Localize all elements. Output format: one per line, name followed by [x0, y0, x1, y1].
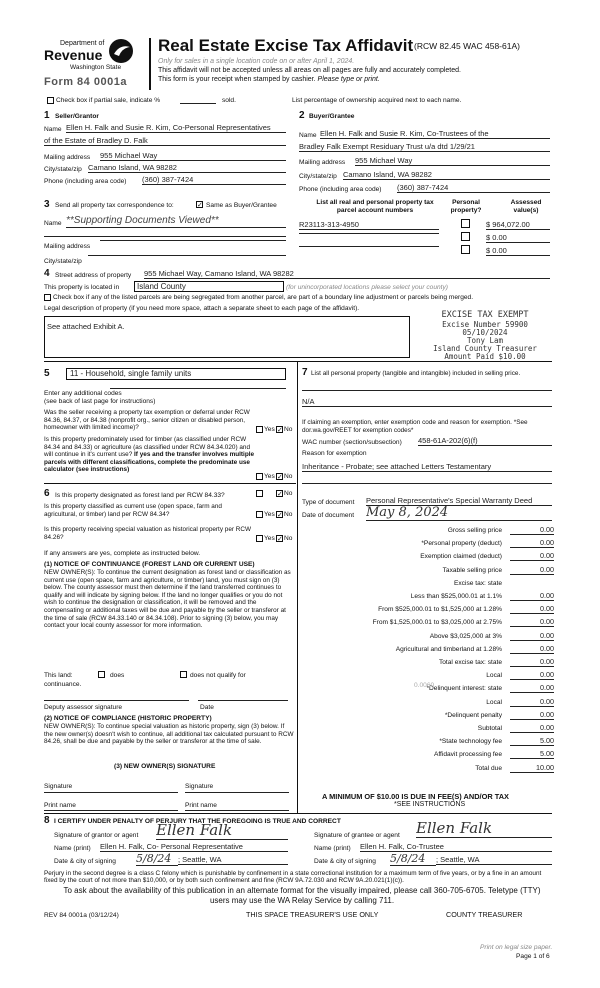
tax-row-value[interactable]: 0.00 [510, 538, 554, 548]
partial-label-a: Check box if partial sale, indicate % [56, 97, 161, 104]
historic-question: Is this property receiving special valuation as historical property per RCW 84.26? [44, 526, 252, 541]
deputy-sig-label: Deputy assessor signature [44, 704, 123, 711]
tax-row [302, 564, 554, 577]
grantor-city[interactable]: ; Seattle, WA [178, 855, 288, 865]
rcw-ref: (RCW 82.45 WAC 458-61A) [414, 41, 520, 51]
q3-no-checkbox[interactable] [276, 490, 283, 497]
buyer-name-1[interactable]: Ellen H. Falk and Susie R. Kim, Co-Trustees of the [320, 129, 550, 139]
buyer-phone-label: Phone (including area code) [299, 186, 382, 193]
minimum-notice: A MINIMUM OF $10.00 IS DUE IN FEE(S) AND/OR TAX [322, 792, 509, 801]
legal-paper-note: Print on legal size paper. [480, 944, 553, 951]
tax-row-value[interactable]: 0.00 [510, 723, 554, 733]
q5-no-checkbox[interactable] [276, 535, 283, 542]
stamp-line-3: 05/10/2024 [462, 328, 508, 337]
corr-name-label: Name [44, 220, 62, 227]
owner-sig-label-1: Signature [44, 783, 73, 790]
tax-row-value[interactable]: 0.00 [510, 604, 554, 614]
header-note-1: This affidavit will not be accepted unless all areas on all pages are fully and accurately completed. [158, 67, 461, 74]
q1-no-label: No [284, 426, 293, 433]
notice-compliance-heading: (2) NOTICE OF COMPLIANCE (HISTORIC PROPERTY) [44, 715, 212, 722]
tax-row-value[interactable]: 0.00 [510, 657, 554, 667]
alt-format-notice: To ask about the availability of this publication in an alternate format for the visually impaired, please call 360-705-6705. Teletype (TTY) users may use the WA Relay Service by calling 711. [63, 886, 541, 905]
tax-row [302, 748, 554, 761]
buyer-city[interactable]: Camano Island, WA 98282 [343, 170, 550, 180]
tax-row-value[interactable]: 0.00 [510, 617, 554, 627]
notice-continuance-heading: (1) NOTICE OF CONTINUANCE (FOREST LAND OR CURRENT USE) [44, 561, 255, 568]
revenue-wordmark: Revenue [44, 47, 103, 63]
q2-yes-checkbox[interactable] [256, 473, 263, 480]
reason-label: Reason for exemption [302, 450, 367, 457]
section-5-number: 5 [44, 368, 50, 379]
stamp-line-2: Excise Number 59900 [442, 320, 528, 329]
column-divider [297, 361, 298, 813]
buyer-mail-label: Mailing address [299, 159, 346, 166]
buyer-name-label: Name [299, 132, 317, 139]
corr-label-a: Send all property tax correspondence to: [55, 202, 174, 209]
does-qualify-checkbox[interactable] [98, 671, 105, 678]
personal-property-line-1 [302, 390, 552, 391]
q4-yes-label: Yes [264, 511, 275, 518]
notice-compliance-text: NEW OWNER(S): To continue special valuation as historic property, sign (3) below. If the new owner(s) doesn't wish to continue, all additional tax calculated pursuant to RCW 84.26, shall be due and payable by the seller or transferor at the time of sale. [44, 723, 294, 746]
grantee-date[interactable]: 5/8/24 [390, 852, 436, 866]
corr-city-label: City/state/zip [44, 258, 82, 265]
grantor-name-label: Name (print) [54, 845, 91, 852]
same-as-buyer-checkbox[interactable] [196, 201, 203, 208]
corr-mail-label: Mailing address [44, 243, 91, 250]
partial-label-b: sold. [222, 97, 236, 104]
legal-description-box[interactable] [44, 316, 410, 358]
tax-row [302, 590, 554, 603]
segregated-checkbox[interactable] [44, 294, 51, 301]
tax-row-value[interactable]: 0.00 [510, 710, 554, 720]
q4-yes-checkbox[interactable] [256, 511, 263, 518]
section-3-number: 3 [44, 199, 50, 210]
section-1-number: 1 [44, 110, 50, 121]
doc-date-label: Date of document [302, 512, 355, 519]
buyer-heading: Buyer/Grantee [309, 113, 355, 120]
corr-name[interactable]: **Supporting Documents Viewed** [66, 215, 286, 228]
header-note-2b: Please type or print. [317, 76, 380, 83]
perjury-text: Perjury in the second degree is a class C felony which is punishable by confinement in a state correctional institution for a maximum term of five years, or by a fine in an amount fixed by the court of not more than $10,000, or by both such confinement and fine (RCW 9A.72.030 and RCW 9A.20.021(1)(c)). [44, 870, 542, 885]
tax-row-value[interactable]: 0.00 [510, 683, 554, 693]
q5-yes-label: Yes [264, 535, 275, 542]
tax-row [302, 735, 554, 748]
q5-yes-checkbox[interactable] [256, 535, 263, 542]
tax-row [302, 762, 554, 775]
personal-property-checkbox-2[interactable] [461, 232, 470, 241]
personal-col-header: Personal property? [450, 199, 482, 214]
tax-row-label: Subtotal [477, 725, 502, 732]
section-7-number: 7 [302, 367, 308, 378]
personal-property-label: List all personal property (tangible and intangible) included in selling price. [311, 370, 521, 377]
partial-percent-field[interactable] [180, 95, 216, 104]
section-8-number: 8 [44, 815, 50, 826]
grantor-date[interactable]: 5/8/24 [136, 852, 178, 866]
timber-question-a: Is this property predominately used for timber (as classified under RCW 84.34 and 84.33) or agriculture (as classified under RCW 84.34.020) and will continue in it's current use? [44, 436, 251, 459]
if-yes-note: If any answers are yes, complete as instructed below. [44, 550, 201, 557]
buyer-mail[interactable]: 955 Michael Way [355, 156, 550, 166]
seller-heading: Seller/Grantor [55, 113, 99, 120]
tax-row-label: Exemption claimed (deduct) [420, 553, 502, 561]
owner-sig-line-2[interactable] [185, 792, 289, 793]
q3-no-label: No [284, 490, 293, 497]
does-label: does [110, 672, 125, 679]
parcel-row-2[interactable] [299, 233, 439, 234]
corr-city[interactable] [88, 255, 286, 256]
section-8-rule [44, 813, 552, 814]
exemption-label: If claiming an exemption, enter exemption code and reason for exemption. *See dor.wa.gov/REET for exemption codes* [302, 419, 528, 434]
tax-row-label: Above $3,025,000 at 3% [429, 632, 502, 640]
form-number: Form 84 0001a [44, 76, 127, 88]
owner-sig-line-1[interactable] [44, 792, 178, 793]
tax-row-label: Affidavit processing fee [433, 751, 502, 759]
rev-number: REV 84 0001a (03/12/24) [44, 912, 119, 919]
tax-row-label: *Personal property (deduct) [421, 540, 502, 548]
tax-row [302, 722, 554, 735]
page-number: Page 1 of 6 [516, 953, 550, 960]
grantee-date-label: Date & city of signing [314, 858, 376, 865]
tax-row-value[interactable]: 10.00 [510, 763, 554, 773]
stamp-line-6: Amount Paid $10.00 [444, 352, 526, 361]
tax-row-label: *Delinquent penalty [444, 711, 502, 719]
owner-sig-label-2: Signature [185, 783, 214, 790]
tax-row-value[interactable]: 0.00 [510, 670, 554, 680]
tax-row [302, 709, 554, 722]
deputy-date-label: Date [200, 704, 214, 711]
deputy-sig-line[interactable] [44, 700, 189, 701]
does-not-label: does not qualify for [190, 672, 246, 679]
county-note: (for unincorporated locations please select your county) [286, 284, 449, 291]
grantor-date-label: Date & city of signing [54, 858, 116, 865]
tax-row-label: Less than $525,000.01 at 1.1% [410, 593, 502, 600]
owner-print-label-2: Print name [185, 802, 217, 809]
corr-label-b: Same as Buyer/Grantee [206, 202, 277, 209]
wac-number[interactable]: 458-61A-202(6)(f) [418, 436, 552, 446]
corr-mail[interactable] [100, 240, 286, 241]
tax-row [302, 603, 554, 616]
seller-mail-label: Mailing address [44, 154, 91, 161]
tax-row-value[interactable]: 0.00 [510, 697, 554, 707]
add-codes-field[interactable] [110, 388, 286, 389]
wa-logo-icon [108, 38, 134, 64]
q3-yes-checkbox[interactable] [256, 490, 263, 497]
street-label: Street address of property [55, 272, 132, 279]
seller-city-label: City/state/zip [44, 166, 82, 173]
tax-row-label: Taxable selling price [442, 566, 502, 574]
current-use-question: Is this property classified as current use (open space, farm and agricultural, or timber) land per RCW 84.34? [44, 503, 222, 518]
section-6-number: 6 [44, 488, 50, 499]
segregated-label: Check box if any of the listed parcels are being segregated from another parcel, are part of a boundary line adjustment or parcels being merged. [53, 294, 474, 301]
street-address[interactable]: 955 Michael Way, Camano Island, WA 98282 [144, 269, 550, 279]
q4-no-label: No [284, 511, 293, 518]
tax-row-label: From $1,525,000.01 to $3,025,000 at 2.75% [372, 619, 502, 627]
seller-name-2[interactable]: of the Estate of Bradley D. Falk [44, 136, 286, 146]
tax-row-value[interactable]: 0.00 [510, 525, 554, 535]
tax-row [302, 656, 554, 669]
tax-row [302, 616, 554, 629]
doc-type[interactable]: Personal Representative's Special Warranty Deed [366, 496, 552, 506]
assessed-row-3[interactable]: $ 0.00 [486, 246, 550, 256]
tax-row [302, 550, 554, 563]
seller-name-label: Name [44, 126, 62, 133]
seller-name-1[interactable]: Ellen H. Falk and Susie R. Kim, Co-Personal Representatives [66, 123, 286, 133]
q5-no-label: No [284, 535, 293, 542]
grantor-sig-label: Signature of grantor or agent [54, 832, 139, 839]
stamp-line-5: Island County Treasurer [433, 344, 537, 353]
seller-phone-label: Phone (including area code) [44, 178, 127, 185]
personal-property-checkbox-3[interactable] [461, 245, 470, 254]
grantee-print-name[interactable]: Ellen H. Falk, Co-Trustee [360, 842, 552, 852]
header-divider [149, 38, 151, 90]
tax-row-label: Local [486, 698, 502, 706]
tax-row [302, 669, 554, 682]
tax-row-value[interactable]: 0.00 [510, 551, 554, 561]
section-2-number: 2 [299, 110, 305, 121]
tax-row-label: Excise tax: state [453, 579, 502, 587]
tax-row-label: Total due [475, 764, 502, 772]
dept-line: Department of [60, 40, 105, 47]
tax-table [302, 524, 554, 794]
add-codes-note: (see back of last page for instructions) [44, 398, 156, 405]
grantor-signature[interactable]: Ellen Falk [156, 822, 288, 840]
new-owner-sig-heading: (3) NEW OWNER(S) SIGNATURE [114, 763, 216, 770]
assessed-col-header: Assessed value(s) [510, 199, 542, 214]
buyer-phone[interactable]: (360) 387-7424 [397, 183, 550, 193]
personal-property-value[interactable]: N/A [302, 397, 552, 407]
treasurer-use-only: THIS SPACE TREASURER'S USE ONLY [246, 910, 379, 919]
county-treasurer: COUNTY TREASURER [446, 910, 523, 919]
tax-row-value[interactable]: 0.00 [510, 644, 554, 654]
owner-print-line-1[interactable] [44, 810, 178, 811]
does-not-qualify-checkbox[interactable] [180, 671, 187, 678]
located-label: This property is located in [44, 284, 120, 291]
deputy-date-line[interactable] [198, 700, 288, 701]
tax-row-label: Local [486, 672, 502, 680]
section-4-number: 4 [44, 268, 50, 279]
tax-row-value[interactable]: 5.00 [510, 736, 554, 746]
ownership-label: List percentage of ownership acquired next to each name. [292, 97, 462, 104]
timber-question-b: If yes and the transfer involves multiple parcels with different classifications, complete the predominate use calculator (see instructions) [44, 451, 255, 474]
tax-row [302, 577, 554, 590]
page-title: Real Estate Excise Tax Affidavit [158, 36, 414, 55]
tax-row [302, 696, 554, 709]
q1-yes-checkbox[interactable] [256, 426, 263, 433]
grantee-city[interactable]: ; Seattle, WA [436, 855, 552, 865]
forest-question: Is this property designated as forest land per RCW 84.33? [55, 492, 225, 499]
legal-description: See attached Exhibit A. [47, 322, 125, 331]
state-line: Washington State [70, 64, 122, 71]
use-code-select[interactable]: 11 - Household, single family units [66, 368, 286, 380]
tax-row-value[interactable]: 0.00 [510, 591, 554, 601]
tax-row-label: *Delinquent interest: state [426, 685, 502, 693]
tax-row-label: Agricultural and timberland at 1.28% [395, 645, 502, 653]
local-rate: 0.0060 [414, 682, 435, 689]
tax-row-label: *State technology fee [439, 738, 502, 746]
stamp-line-1: EXCISE TAX EXEMPT [418, 311, 552, 320]
tax-row [302, 537, 554, 550]
seller-phone[interactable]: (360) 387-7424 [142, 175, 286, 185]
tax-row [302, 643, 554, 656]
see-instructions: *SEE INSTRUCTIONS [394, 801, 466, 808]
seller-mail[interactable]: 955 Michael Way [100, 151, 286, 161]
parcel-col-header: List all real and personal property tax parcel account numbers [316, 199, 434, 214]
grantee-sig-label: Signature of grantee or agent [314, 832, 400, 839]
buyer-city-label: City/state/zip [299, 173, 337, 180]
county-select[interactable]: Island County [134, 281, 284, 292]
section-5-rule [44, 483, 296, 484]
q1-yes-label: Yes [264, 426, 275, 433]
tax-row-value[interactable]: 0.00 [510, 631, 554, 641]
grantor-print-name[interactable]: Ellen H. Falk, Co- Personal Representative [100, 842, 288, 852]
certify-text: I CERTIFY UNDER PENALTY OF PERJURY THAT THE FOREGOING IS TRUE AND CORRECT [54, 818, 341, 825]
timber-question [44, 436, 256, 474]
partial-sale-checkbox[interactable] [47, 97, 54, 104]
personal-property-checkbox-1[interactable] [461, 219, 470, 228]
gray-note: Only for sales in a single location code on or after April 1, 2024. [158, 58, 355, 65]
header-note-2 [158, 76, 380, 83]
tax-row-label: From $525,000.01 to $1,525,000 at 1.28% [378, 606, 502, 614]
q2-no-label: No [284, 473, 293, 480]
grantee-name-label: Name (print) [314, 845, 351, 852]
parcel-row-3[interactable] [299, 246, 439, 247]
continuance-label: continuance. [44, 681, 82, 688]
q4-no-checkbox[interactable] [276, 511, 283, 518]
notice-continuance-text: NEW OWNER(S): To continue the current designation as forest land or classification as current use (open space, farm and agriculture, or timber) land, you must sign on (3) below. The county assessor must then determine if the land transferred continues to qualify and will indicate by signing below. If the land no longer qualifies or you do not wish to continue the designation or classification, it will be removed and the compensating or additional taxes will be due and payable by the seller or transferor at the time of sale (RCW 84.33.140 or 84.34.108). Prior to signing (3) below, you may contact your local county assessor for more information. [44, 569, 291, 630]
tax-row [302, 524, 554, 537]
q2-no-checkbox[interactable] [276, 473, 283, 480]
tax-row [302, 630, 554, 643]
tax-row-label: Total excise tax: state [438, 659, 502, 666]
section-rule-1 [44, 361, 552, 362]
tax-row-value[interactable]: 5.00 [510, 749, 554, 759]
seller-city[interactable]: Camano Island, WA 98282 [88, 163, 286, 173]
tax-row-label: Gross selling price [447, 527, 502, 534]
doc-type-label: Type of document [302, 499, 355, 506]
tax-row-value[interactable]: 0.00 [510, 565, 554, 575]
header-note-2a: This form is your receipt when stamped by cashier. [158, 76, 316, 83]
assessed-row-2[interactable]: $ 0.00 [486, 233, 550, 243]
wac-label: WAC number (section/subsection) [302, 439, 402, 446]
stamp-line-4: Tony Lam [466, 336, 504, 345]
q1-no-checkbox[interactable] [276, 426, 283, 433]
buyer-name-2[interactable]: Bradley Falk Exempt Residuary Trust u/a dtd 1/29/21 [299, 142, 550, 152]
perjury-notice [44, 870, 554, 885]
owner-print-line-2[interactable] [185, 810, 289, 811]
doc-date[interactable]: May 8, 2024 [366, 506, 552, 521]
assessed-row-1[interactable]: $ 964,072.00 [486, 220, 550, 230]
exemption-question: Was the seller receiving a property tax exemption or deferral under RCW 84.36, 84.37, or 84.38 (nonprofit org., senior citizen or disabled person, homeowner with limited income)? [44, 409, 250, 432]
exemption-reason[interactable]: Inheritance - Probate; see attached Letters Testamentary [302, 462, 552, 472]
reason-line-2 [302, 483, 552, 484]
grantee-signature[interactable]: Ellen Falk [416, 820, 552, 838]
q2-yes-label: Yes [264, 473, 275, 480]
legal-label: Legal description of property (if you need more space, attach a separate sheet to each page of the affidavit). [44, 305, 360, 312]
parcel-row-1[interactable]: R23113-313-4950 [299, 220, 439, 230]
corr-blank-line [44, 236, 286, 237]
this-land-label: This land: [44, 672, 73, 679]
owner-print-label-1: Print name [44, 802, 76, 809]
add-codes-label: Enter any additional codes [44, 390, 122, 397]
